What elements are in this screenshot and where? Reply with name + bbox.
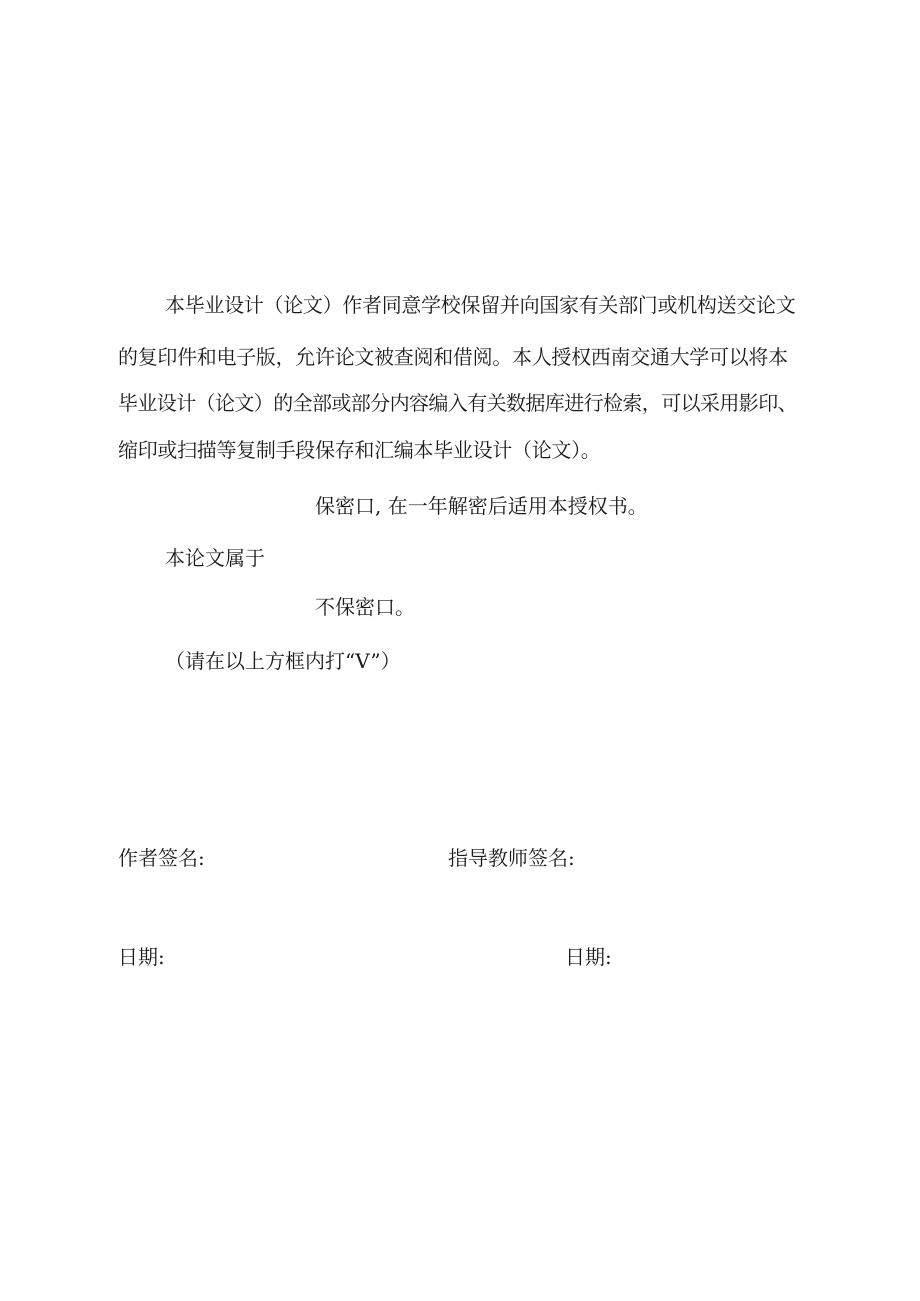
declaration-line-1: 本毕业设计（论文）作者同意学校保留并向国家有关部门或机构送交论文 (165, 293, 796, 317)
advisor-signature-label: 指导教师签名: (448, 846, 575, 870)
advisor-date-label: 日期: (565, 945, 612, 969)
checkbox-instruction: （请在以上方框内打“V”） (165, 649, 401, 673)
declaration-line-4: 缩印或扫描等复制手段保存和汇编本毕业设计（论文）。 (118, 438, 601, 462)
belongs-label: 本论文属于 (165, 546, 265, 570)
declaration-line-2: 的复印件和电子版，允许论文被查阅和借阅。本人授权西南交通大学可以将本 (118, 345, 788, 369)
author-date-label: 日期: (118, 945, 165, 969)
declaration-line-3: 毕业设计（论文）的全部或部分内容编入有关数据库进行检索，可以采用影印、 (118, 391, 797, 415)
confidential-option: 保密口, 在一年解密后适用本授权书。 (315, 494, 648, 518)
author-signature-label: 作者签名: (118, 846, 205, 870)
not-confidential-option: 不保密口。 (315, 595, 415, 619)
